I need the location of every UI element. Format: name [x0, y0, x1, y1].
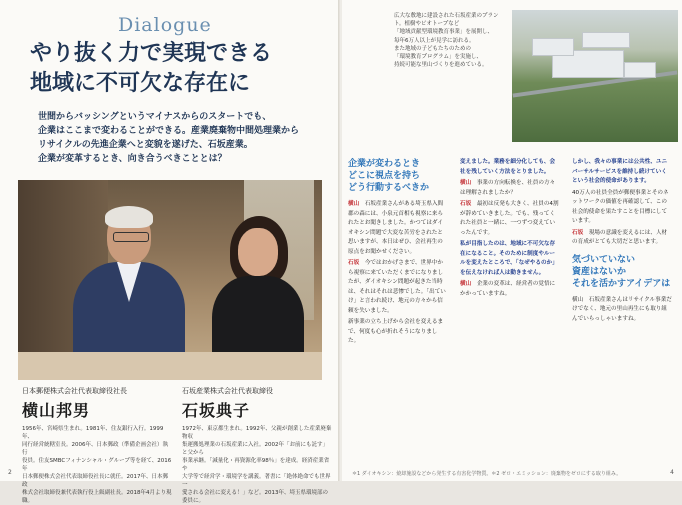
headline-line-1: やり抜く力で実現できる: [30, 40, 273, 66]
bio: 1972年、東京都生まれ。1992年、父親が創業した産業廃棄物収 集運搬処理業の石坂産業に入社。2002年「お前にも託す」と父から 事業承継。「減量化・再資源化率98％」を達成。経済産業省や 大学等で経営学・環境学を講義。著書に「絶体絶命でも世界一 愛される会社に変える！」など。2013年、埼玉県環境部の委員に。: [182, 426, 332, 504]
footnote: ＊1 ダイオキシン：焼却施設などから発生する有害化学物質。＊2 ゼロ・エミッション：廃棄物をゼロにする取り組み。: [352, 471, 622, 477]
page-number: 2: [8, 469, 12, 476]
interview-photo: [18, 180, 322, 380]
headline: [30, 38, 330, 98]
lede-line: 企業はここまで変わることができる。産業廃棄物中間処理業から: [38, 126, 300, 136]
paragraph: 石坂 最初は反発も大きく、社員の4割が辞めていきました。でも、残ってくれた社員と一緒に、一つずつ変えていったんです。: [460, 201, 559, 236]
paragraph: 私が目指したのは、地域に不可欠な存在になること。そのために制度やルールを変えたところで、「なぜやるのか」を伝えなければ人は動きません。: [460, 241, 558, 276]
section-kicker: Dialogue: [118, 14, 212, 36]
glasses-icon: [113, 232, 149, 242]
paragraph: 石坂 現場の意識を変えるには、人材の育成がとても大切だと思います。: [572, 229, 668, 245]
section-heading: 気づいていない 資産はないか それを活かすアイデアは: [572, 254, 671, 289]
paragraph: 新事業の立ち上げから会社を変えるまで、何度も心が折れそうになりました。: [348, 319, 444, 344]
column-1: [348, 158, 448, 349]
name: 石坂典子: [182, 401, 251, 420]
bio: 1956年、宮崎県生まれ。1981年、住友銀行入行。1999年、 同行経営統轄室長。2006年、日本郵政（準備企画会社）執行 役員。住友SMBCフィナンシャル・グループ等を経て、2016年 日本郵便株式会社代表取締役社長に就任。2017年、日本郵政 株式会社取締役兼代表執行役上級副社長。2018年4月より現職。: [22, 426, 172, 504]
lede-line: リサイクルの先進企業へと変貌を遂げた、石坂産業。: [38, 140, 253, 150]
photo-caption: 広大な敷地に建設された石坂産業のプラント。植樹やビオトープなど 「地域貢献型環境教育事業」を展開し、 毎年6万人以上が見学に訪れる。 また地域の子どもたちのための 「環境教育プログラム」を実施し、 持続可能な里山づくりを進めている。: [394, 13, 499, 69]
paragraph: 変えました。業務を細分化しても、会社を残していく方法をとりました。: [460, 159, 556, 175]
column-3: [572, 158, 672, 326]
role: 石坂産業株式会社代表取締役: [182, 387, 273, 395]
paragraph: しかし、我々の事業には公共性、ユニバーサルサービスを維持し続けていくという社会的使命があります。: [572, 159, 668, 184]
lede: [38, 110, 318, 166]
paragraph: 石坂 今ではおかげさまで、世界中から視察に来ていただくまでになりましたが、ダイオキシン問題が起きた当時は、それはそれは悲惨でした。「出ていけ」と言われ続け、地元の方々から信頼を失いました。: [348, 260, 446, 314]
paragraph: 横山 石坂産業さんがある埼玉県入間郡の森には、小泉元首相も視察に来られたとお聞きしました。かつてはダイオキシン問題で大変な苦労をされたと思いますが、本日はぜひ、会社再生の原点をお聞かせください。: [348, 201, 444, 255]
caption-yokoyama: [22, 386, 172, 505]
paragraph: 横山 企業の変革は、経営者の覚悟にかかっていますね。: [460, 281, 556, 297]
paragraph: 横山 事業の方向転換を、社員の方々は理解されましたか？: [460, 180, 556, 196]
page-number: 4: [670, 469, 674, 476]
column-2: [460, 158, 560, 301]
role: 日本郵便株式会社代表取締役社長: [22, 387, 127, 395]
lede-line: 企業が変革するとき、向き合うべきこととは？: [38, 154, 227, 164]
lede-line: 世間からバッシングというマイナスからのスタートでも、: [38, 112, 272, 122]
caption-ishizaka: [182, 386, 332, 505]
paragraph: 40万人の社員全員が郵便事業とそのネットワークの価値を再確認して、この社会的使命を果たすことを目標にしています。: [572, 189, 669, 224]
left-page: [0, 0, 340, 504]
right-page: [342, 0, 682, 481]
table: [18, 352, 322, 380]
paragraph: 横山 石坂産業さんはリサイクル事業だけでなく、地元の里山再生にも取り組んでいらっしゃいますね。: [572, 296, 672, 322]
name: 横山邦男: [22, 401, 91, 420]
section-heading: 企業が変わるとき どこに視点を持ち どう行動するべきか: [348, 159, 430, 193]
aerial-photo: [512, 10, 678, 142]
headline-line-2: 地域に不可欠な存在に: [30, 70, 251, 96]
